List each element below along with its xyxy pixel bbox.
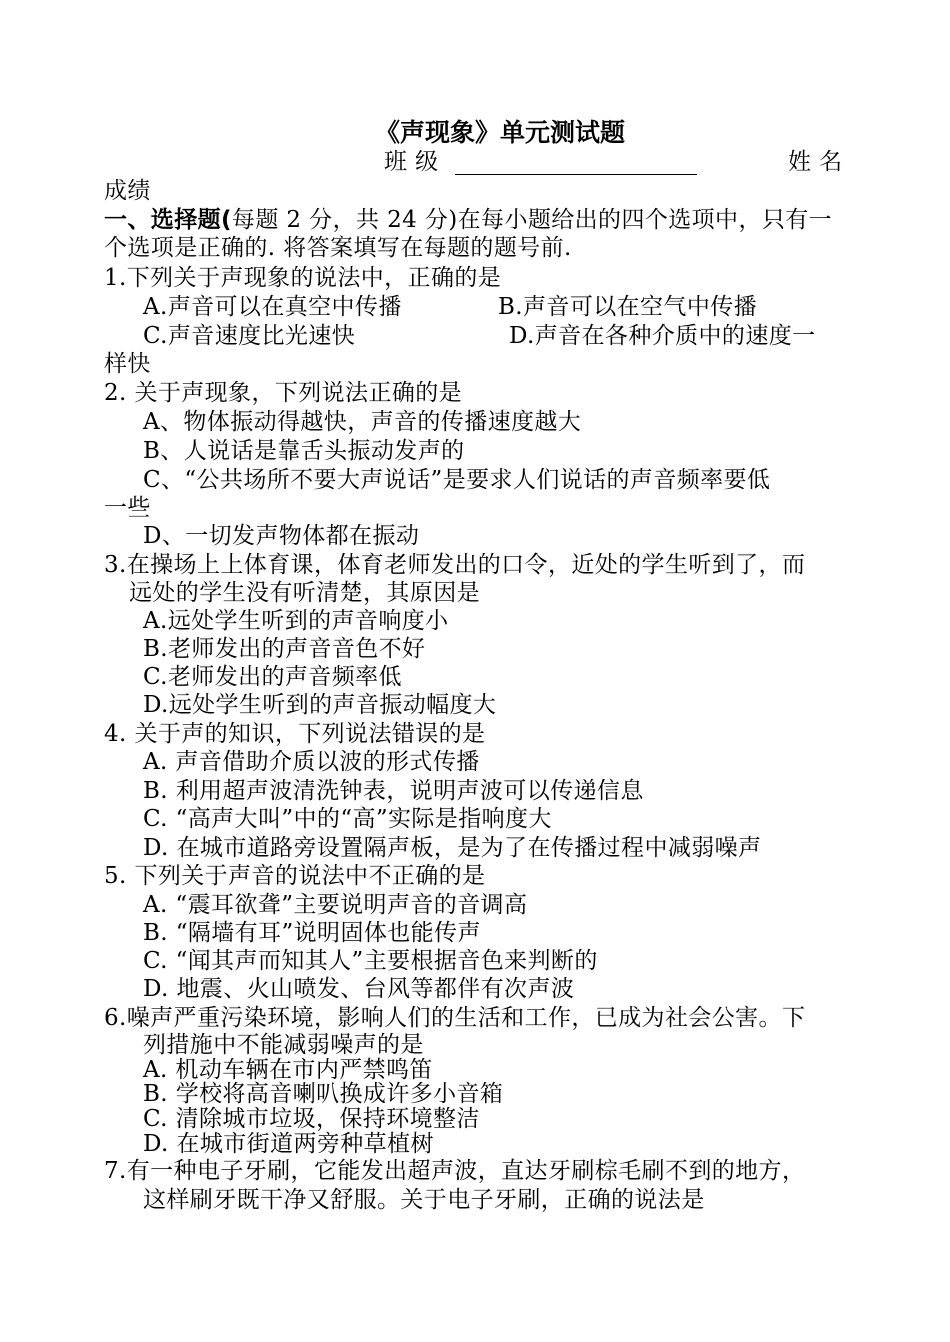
option-c: C、“公共场所不要大声说话”是要求人们说话的声音频率要低 xyxy=(143,467,771,493)
section-rule-cont: 个选项是正确的. 将答案填写在每题的题号前. xyxy=(104,235,572,261)
question-stem: 4. 关于声的知识，下列说法错误的是 xyxy=(104,721,486,747)
page-title: 《声现象》单元测试题 xyxy=(374,118,625,147)
question-stem-cont: 列措施中不能减弱噪声的是 xyxy=(143,1032,424,1058)
question-stem: 1.下列关于声现象的说法中，正确的是 xyxy=(104,265,502,291)
question-stem: 2. 关于声现象，下列说法正确的是 xyxy=(104,380,463,406)
option-a: A. 机动车辆在市内严禁鸣笛 xyxy=(143,1057,433,1083)
question-stem: 7.有一种电子牙刷，它能发出超声波，直达牙刷棕毛刷不到的地方， xyxy=(104,1158,806,1184)
option-c: C. “闻其声而知其人”主要根据音色来判断的 xyxy=(143,948,598,974)
option-c: C.老师发出的声音频率低 xyxy=(143,664,402,690)
option-d: D. 在城市街道两旁种草植树 xyxy=(143,1131,434,1157)
class-blank-line xyxy=(455,174,697,175)
question-stem-cont: 远处的学生没有听清楚，其原因是 xyxy=(129,580,480,606)
question-stem: 3.在操场上上体育课，体育老师发出的口令，近处的学生听到了，而 xyxy=(104,552,806,578)
name-label: 姓 名 xyxy=(788,149,843,175)
option-b: B.声音可以在空气中传播 xyxy=(498,294,758,320)
option-c: C.声音速度比光速快 xyxy=(143,323,356,349)
option-b: B.老师发出的声音音色不好 xyxy=(143,636,426,662)
question-stem: 6.噪声严重污染环境，影响人们的生活和工作，已成为社会公害。下 xyxy=(104,1005,806,1031)
option-a: A. 声音借助介质以波的形式传播 xyxy=(143,749,480,775)
option-b: B、人说话是靠舌头振动发声的 xyxy=(143,438,465,464)
option-a: A、物体振动得越快，声音的传播速度越大 xyxy=(143,409,582,435)
option-d-cont: 样快 xyxy=(104,351,151,377)
class-label: 班 级 xyxy=(384,149,439,175)
option-c: C. 清除城市垃圾，保持环境整洁 xyxy=(143,1106,480,1132)
option-b: B. 学校将高音喇叭换成许多小音箱 xyxy=(143,1081,504,1107)
option-d: D、一切发声物体都在振动 xyxy=(143,523,420,549)
section-heading-line xyxy=(104,206,832,234)
score-label: 成绩 xyxy=(104,178,151,204)
question-stem-cont: 这样刷牙既干净又舒服。关于电子牙刷，正确的说法是 xyxy=(143,1187,705,1213)
option-b: B. 利用超声波清洗钟表，说明声波可以传递信息 xyxy=(143,778,644,804)
option-c: C. “高声大叫”中的“高”实际是指响度大 xyxy=(143,806,552,832)
section-rule: 每题 2 分，共 24 分)在每小题给出的四个选项中，只有一 xyxy=(231,207,833,233)
option-d: D.远处学生听到的声音振动幅度大 xyxy=(143,692,497,718)
question-stem: 5. 下列关于声音的说法中不正确的是 xyxy=(104,863,486,889)
option-d: D.声音在各种介质中的速度一 xyxy=(509,323,816,349)
option-a: A. “震耳欲聋”主要说明声音的音调高 xyxy=(143,892,528,918)
option-a: A.声音可以在真空中传播 xyxy=(143,294,402,320)
option-d: D. 地震、火山喷发、台风等都伴有次声波 xyxy=(143,976,575,1002)
option-a: A.远处学生听到的声音响度小 xyxy=(143,608,449,634)
option-b: B. “隔墙有耳”说明固体也能传声 xyxy=(143,920,481,946)
section-heading: 一、选择题( xyxy=(104,207,232,233)
option-d: D. 在城市道路旁设置隔声板，是为了在传播过程中减弱噪声 xyxy=(143,835,762,861)
option-c-cont: 一些 xyxy=(104,495,151,521)
